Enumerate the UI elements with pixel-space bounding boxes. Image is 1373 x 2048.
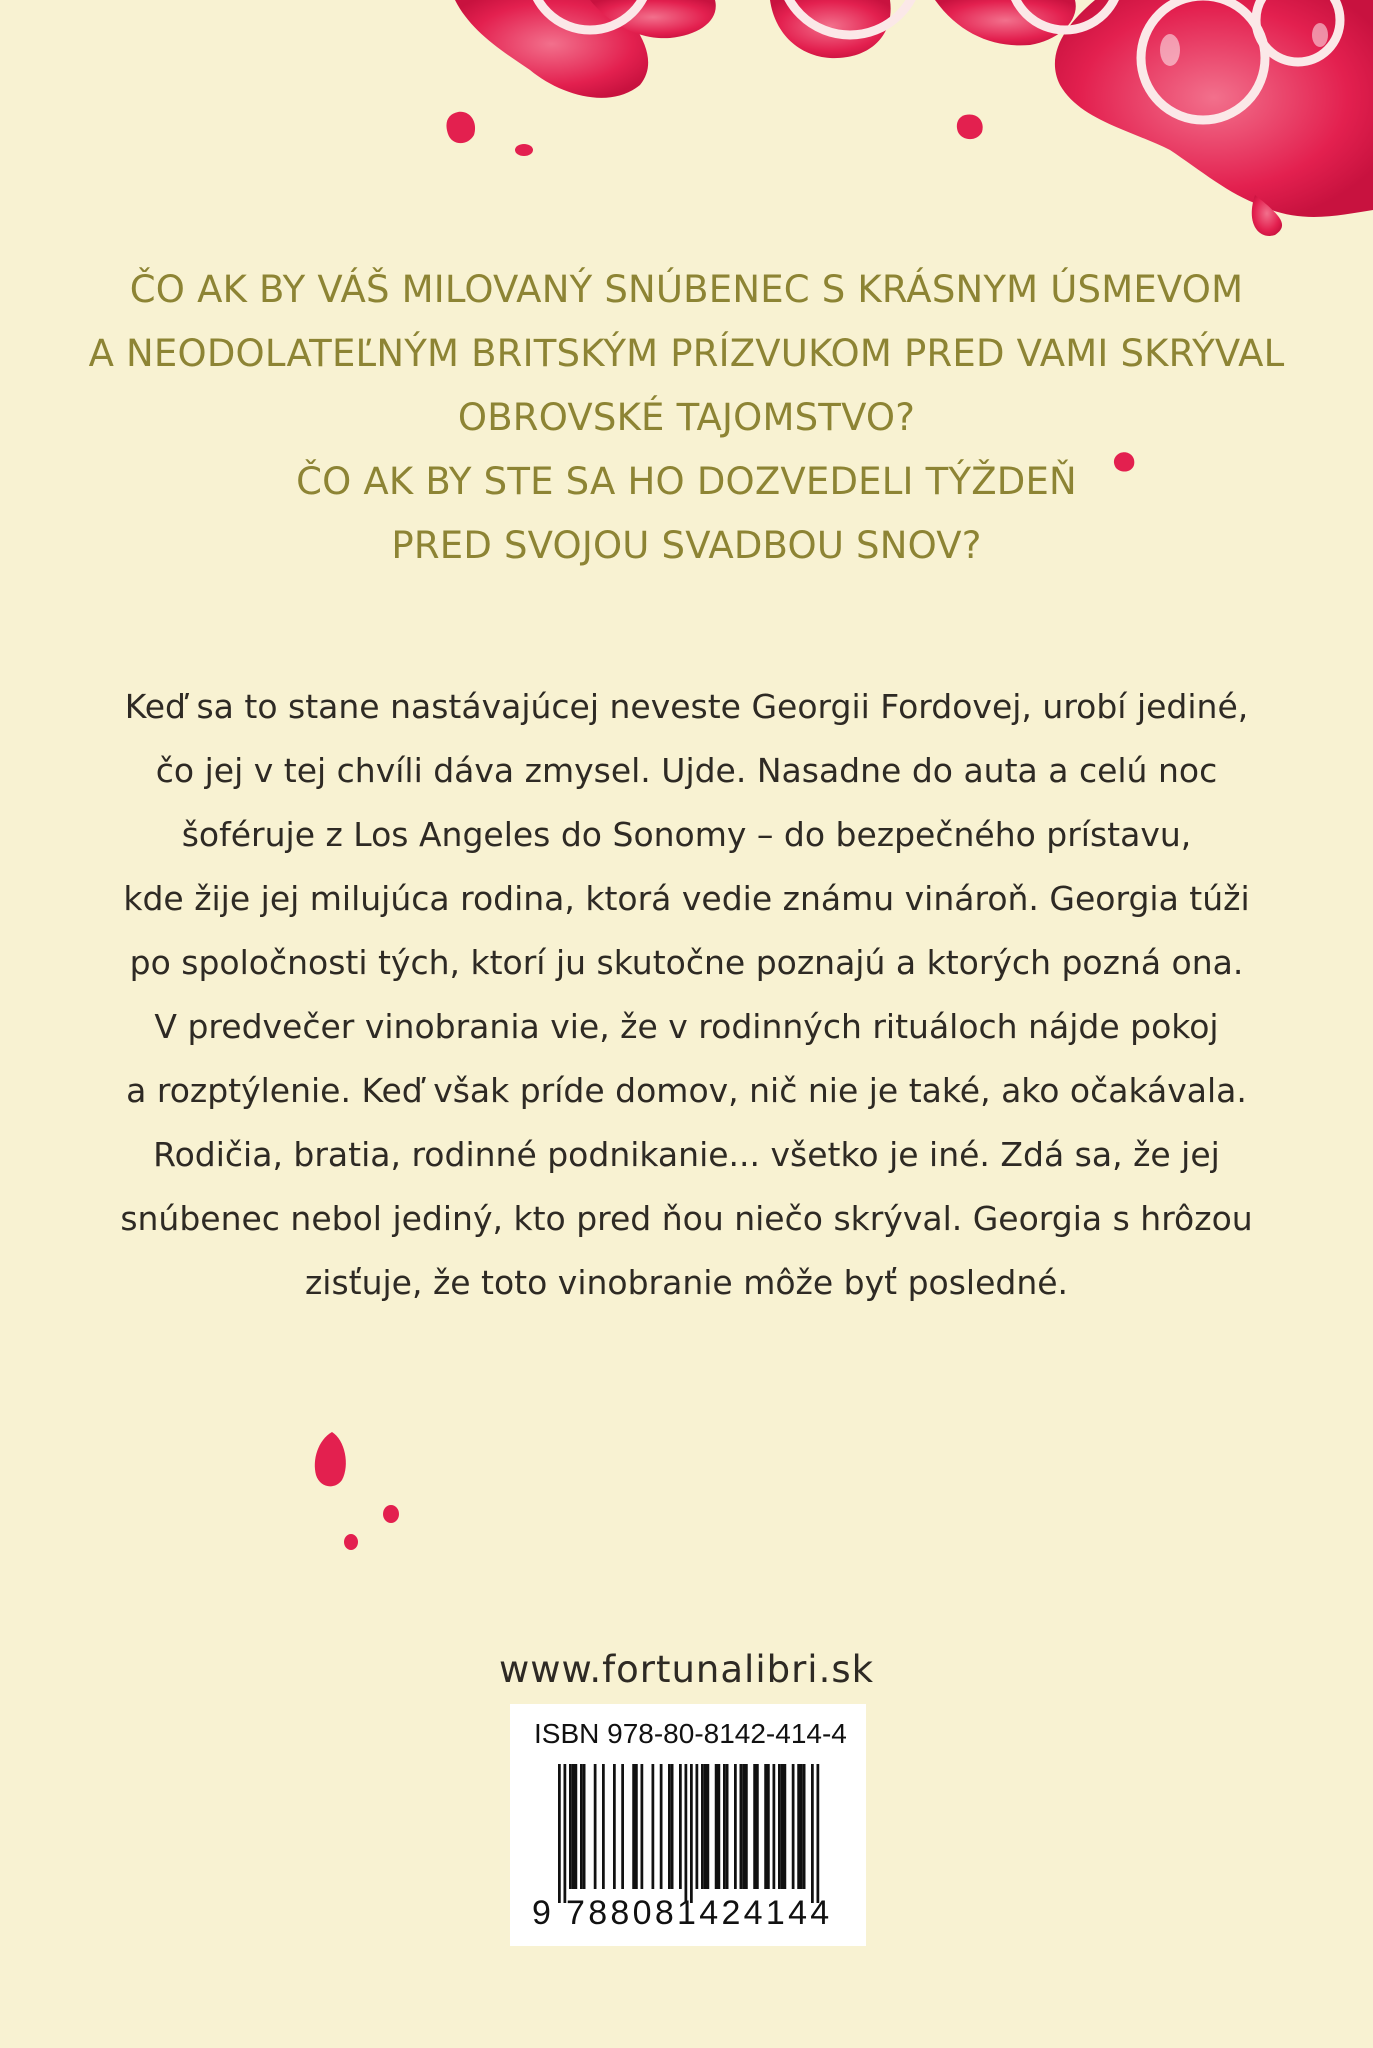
- barcode-bar: [817, 1764, 820, 1903]
- barcode-bar: [734, 1764, 737, 1889]
- barcode-bar: [594, 1764, 597, 1889]
- blurb-line: V predvečer vinobrania vie, že v rodinných rituáloch nájde pokoj: [154, 1007, 1219, 1046]
- barcode-bar: [726, 1764, 729, 1889]
- blurb-line: Rodičia, bratia, rodinné podnikanie... všetko je iné. Zdá sa, že jej: [153, 1135, 1220, 1174]
- isbn-barcode: [510, 1704, 866, 1946]
- barcode-bar: [621, 1764, 624, 1889]
- barcode-bar: [668, 1764, 671, 1889]
- barcode-bar: [690, 1764, 693, 1903]
- barcode-bar: [602, 1764, 605, 1889]
- barcode-bar: [569, 1764, 572, 1889]
- barcode-bar: [580, 1764, 583, 1889]
- barcode-bar: [696, 1764, 699, 1889]
- barcode-bar: [671, 1764, 674, 1889]
- barcode-bar: [753, 1764, 756, 1889]
- isbn-label: ISBN 978-80-8142-414-4: [534, 1718, 847, 1749]
- barcode-bar: [740, 1764, 743, 1889]
- barcode-bar: [745, 1764, 748, 1889]
- teaser-line: ČO AK BY STE SA HO DOZVEDELI TÝŽDEŇ: [296, 460, 1077, 503]
- barcode-bar: [660, 1764, 663, 1889]
- barcode-bar: [575, 1764, 578, 1889]
- blurb-line: Keď sa to stane nastávajúcej neveste Georgii Fordovej, urobí jediné,: [124, 687, 1249, 726]
- barcode-bar: [685, 1764, 688, 1903]
- barcode-bar: [641, 1764, 644, 1889]
- barcode-bar: [767, 1764, 770, 1889]
- teaser-line: PRED SVOJOU SVADBOU SNOV?: [391, 524, 982, 567]
- barcode-bar: [701, 1764, 704, 1889]
- blurb-line: a rozptýlenie. Keď však príde domov, nič nie je také, ako očakávala.: [126, 1071, 1247, 1110]
- barcode-bar: [764, 1764, 767, 1889]
- barcode-bar: [564, 1764, 567, 1903]
- barcode-bar: [811, 1764, 814, 1903]
- barcode-bar: [792, 1764, 795, 1889]
- barcode-bar: [652, 1764, 655, 1889]
- blurb-line: čo jej v tej chvíli dáva zmysel. Ujde. Nasadne do auta a celú noc: [155, 751, 1218, 790]
- barcode-bar: [632, 1764, 635, 1889]
- barcode-bar: [778, 1764, 781, 1889]
- barcode-bar: [723, 1764, 726, 1889]
- barcode-bar: [679, 1764, 682, 1889]
- barcode-bar: [756, 1764, 759, 1889]
- teaser-line: ČO AK BY VÁŠ MILOVANÝ SNÚBENEC S KRÁSNYM ÚSMEVOM: [129, 268, 1244, 311]
- blurb-text: [0, 675, 1373, 1315]
- barcode-first-digit: 9: [532, 1894, 551, 1932]
- barcode-digits: 788081424144: [566, 1894, 833, 1932]
- blurb-line: snúbenec nebol jediný, kto pred ňou niečo skrýval. Georgia s hrôzou: [120, 1199, 1253, 1238]
- barcode-bar: [558, 1764, 561, 1903]
- barcode-bar: [803, 1764, 806, 1889]
- barcode-bar: [742, 1764, 745, 1889]
- teaser-line: OBROVSKÉ TAJOMSTVO?: [457, 396, 916, 439]
- blurb-line: kde žije jej milujúca rodina, ktorá vedie známu vinároň. Georgia túži: [123, 879, 1250, 918]
- blurb-line: po spoločnosti tých, ktorí ju skutočne poznajú a ktorých pozná ona.: [129, 943, 1244, 982]
- barcode-bar: [800, 1764, 803, 1889]
- blurb-line: zisťuje, že toto vinobranie môže byť posledné.: [304, 1263, 1069, 1302]
- barcode-bar: [784, 1764, 787, 1889]
- barcode-bar: [583, 1764, 586, 1889]
- blurb-line: šoféruje z Los Angeles do Sonomy – do bezpečného prístavu,: [181, 815, 1192, 854]
- publisher-website[interactable]: www.fortunalibri.sk: [498, 1648, 875, 1691]
- barcode-bar: [715, 1764, 718, 1889]
- barcode-bar: [613, 1764, 616, 1889]
- barcode-bar: [707, 1764, 710, 1889]
- barcode-bar: [797, 1764, 800, 1889]
- barcode-bar: [635, 1764, 638, 1889]
- barcode-bar: [718, 1764, 721, 1889]
- barcode-bar: [773, 1764, 776, 1889]
- barcode-bar: [572, 1764, 575, 1889]
- barcode-bar: [781, 1764, 784, 1889]
- teaser-line: A NEODOLATEĽNÝM BRITSKÝM PRÍZVUKOM PRED VAMI SKRÝVAL: [88, 332, 1285, 375]
- teaser-text: [0, 258, 1373, 578]
- barcode-bar: [704, 1764, 707, 1889]
